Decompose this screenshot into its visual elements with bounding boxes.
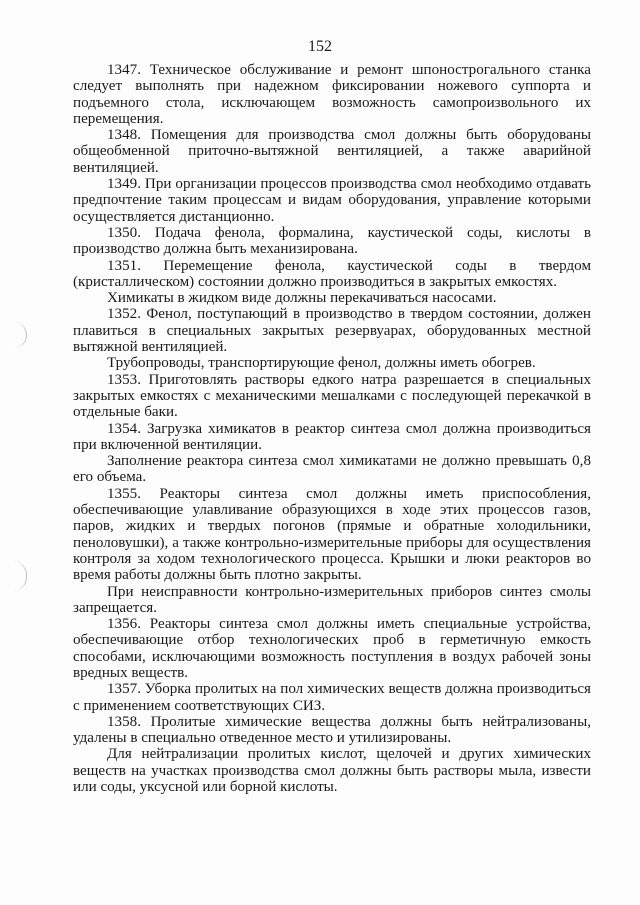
paragraph-1347: 1347. Техническое обслуживание и ремонт шпонострогального станка следует выполнять при надежном фиксировании ножевого суппорта и подъемного стола, исключающем возможность самопроизвольного их перемещения. xyxy=(73,62,591,127)
paragraph-1358: 1358. Пролитые химические вещества должны быть нейтрализованы, удалены в специально отведенное место и утилизированы. xyxy=(73,713,591,747)
binding-hole-mark xyxy=(0,322,27,348)
page-number: 152 xyxy=(308,38,332,55)
paragraph-1352: 1352. Фенол, поступающий в производство в твердом состоянии, должен плавиться в специальных закрытых резервуарах, оборудованных местной вытяжной вентиляцией. xyxy=(73,306,591,356)
paragraph-1348: 1348. Помещения для производства смол должны быть оборудованы общеобменной приточно-вытяжной вентиляцией, а также аварийной вентиляцией. xyxy=(73,127,591,176)
paragraph-1349: 1349. При организации процессов производства смол необходимо отдавать предпочтение таким процессам и видам оборудования, управление которыми осуществляется дистанционно. xyxy=(73,176,591,225)
paragraph-1357: 1357. Уборка пролитых на пол химических веществ должна производиться с применением соответствующих СИЗ. xyxy=(73,681,591,714)
paragraph-1354: 1354. Загрузка химикатов в реактор синтеза смол должна производиться при включенной вентиляции. xyxy=(73,420,591,453)
binding-hole-mark xyxy=(0,561,27,591)
paragraph-1351: 1351. Перемещение фенола, каустической соды в твердом (кристаллическом) состоянии должно производиться в закрытых емкостях. xyxy=(73,257,591,290)
paragraph-1350: 1350. Подача фенола, формалина, каустической соды, кислоты в производство должна быть механизирована. xyxy=(73,224,591,258)
paragraph-1356: 1356. Реакторы синтеза смол должны иметь специальные устройства, обеспечивающие отбор технологических проб в герметичную емкость способами, исключающими возможность поступления в воздух рабочей зоны вредных веществ. xyxy=(73,616,591,681)
paragraph-1355: 1355. Реакторы синтеза смол должны иметь приспособления, обеспечивающие улавливание образующихся в ходе этих процессов газов, паров, жидких и твердых погонов (прямые и обратные холодильники, пеноловушки), а также контрольно-измерительные приборы для осуществления контроля за ходом технологического процесса. Крышки и люки реакторов во время работы должны быть плотно закрыты. xyxy=(73,485,591,584)
paragraph-1358-continued: Для нейтрализации пролитых кислот, щелочей и других химических веществ на участках производства смол должны быть растворы мыла, извести или соды, уксусной или борной кислоты. xyxy=(73,746,591,796)
paragraph-1355-continued: При неисправности контрольно-измерительных приборов синтез смолы запрещается. xyxy=(73,583,591,616)
paragraph-1352-continued: Трубопроводы, транспортирующие фенол, должны иметь обогрев. xyxy=(107,355,536,372)
document-body xyxy=(73,62,591,795)
paragraph-1354-continued: Заполнение реактора синтеза смол химикатами не должно превышать 0,8 его объема. xyxy=(73,453,591,486)
paragraph-1351-continued: Химикаты в жидком виде должны перекачиваться насосами. xyxy=(107,290,497,307)
paragraph-1353: 1353. Приготовлять растворы едкого натра разрешается в специальных закрытых емкостях с механическими мешалками с последующей перекачкой в отдельные баки. xyxy=(73,371,591,421)
